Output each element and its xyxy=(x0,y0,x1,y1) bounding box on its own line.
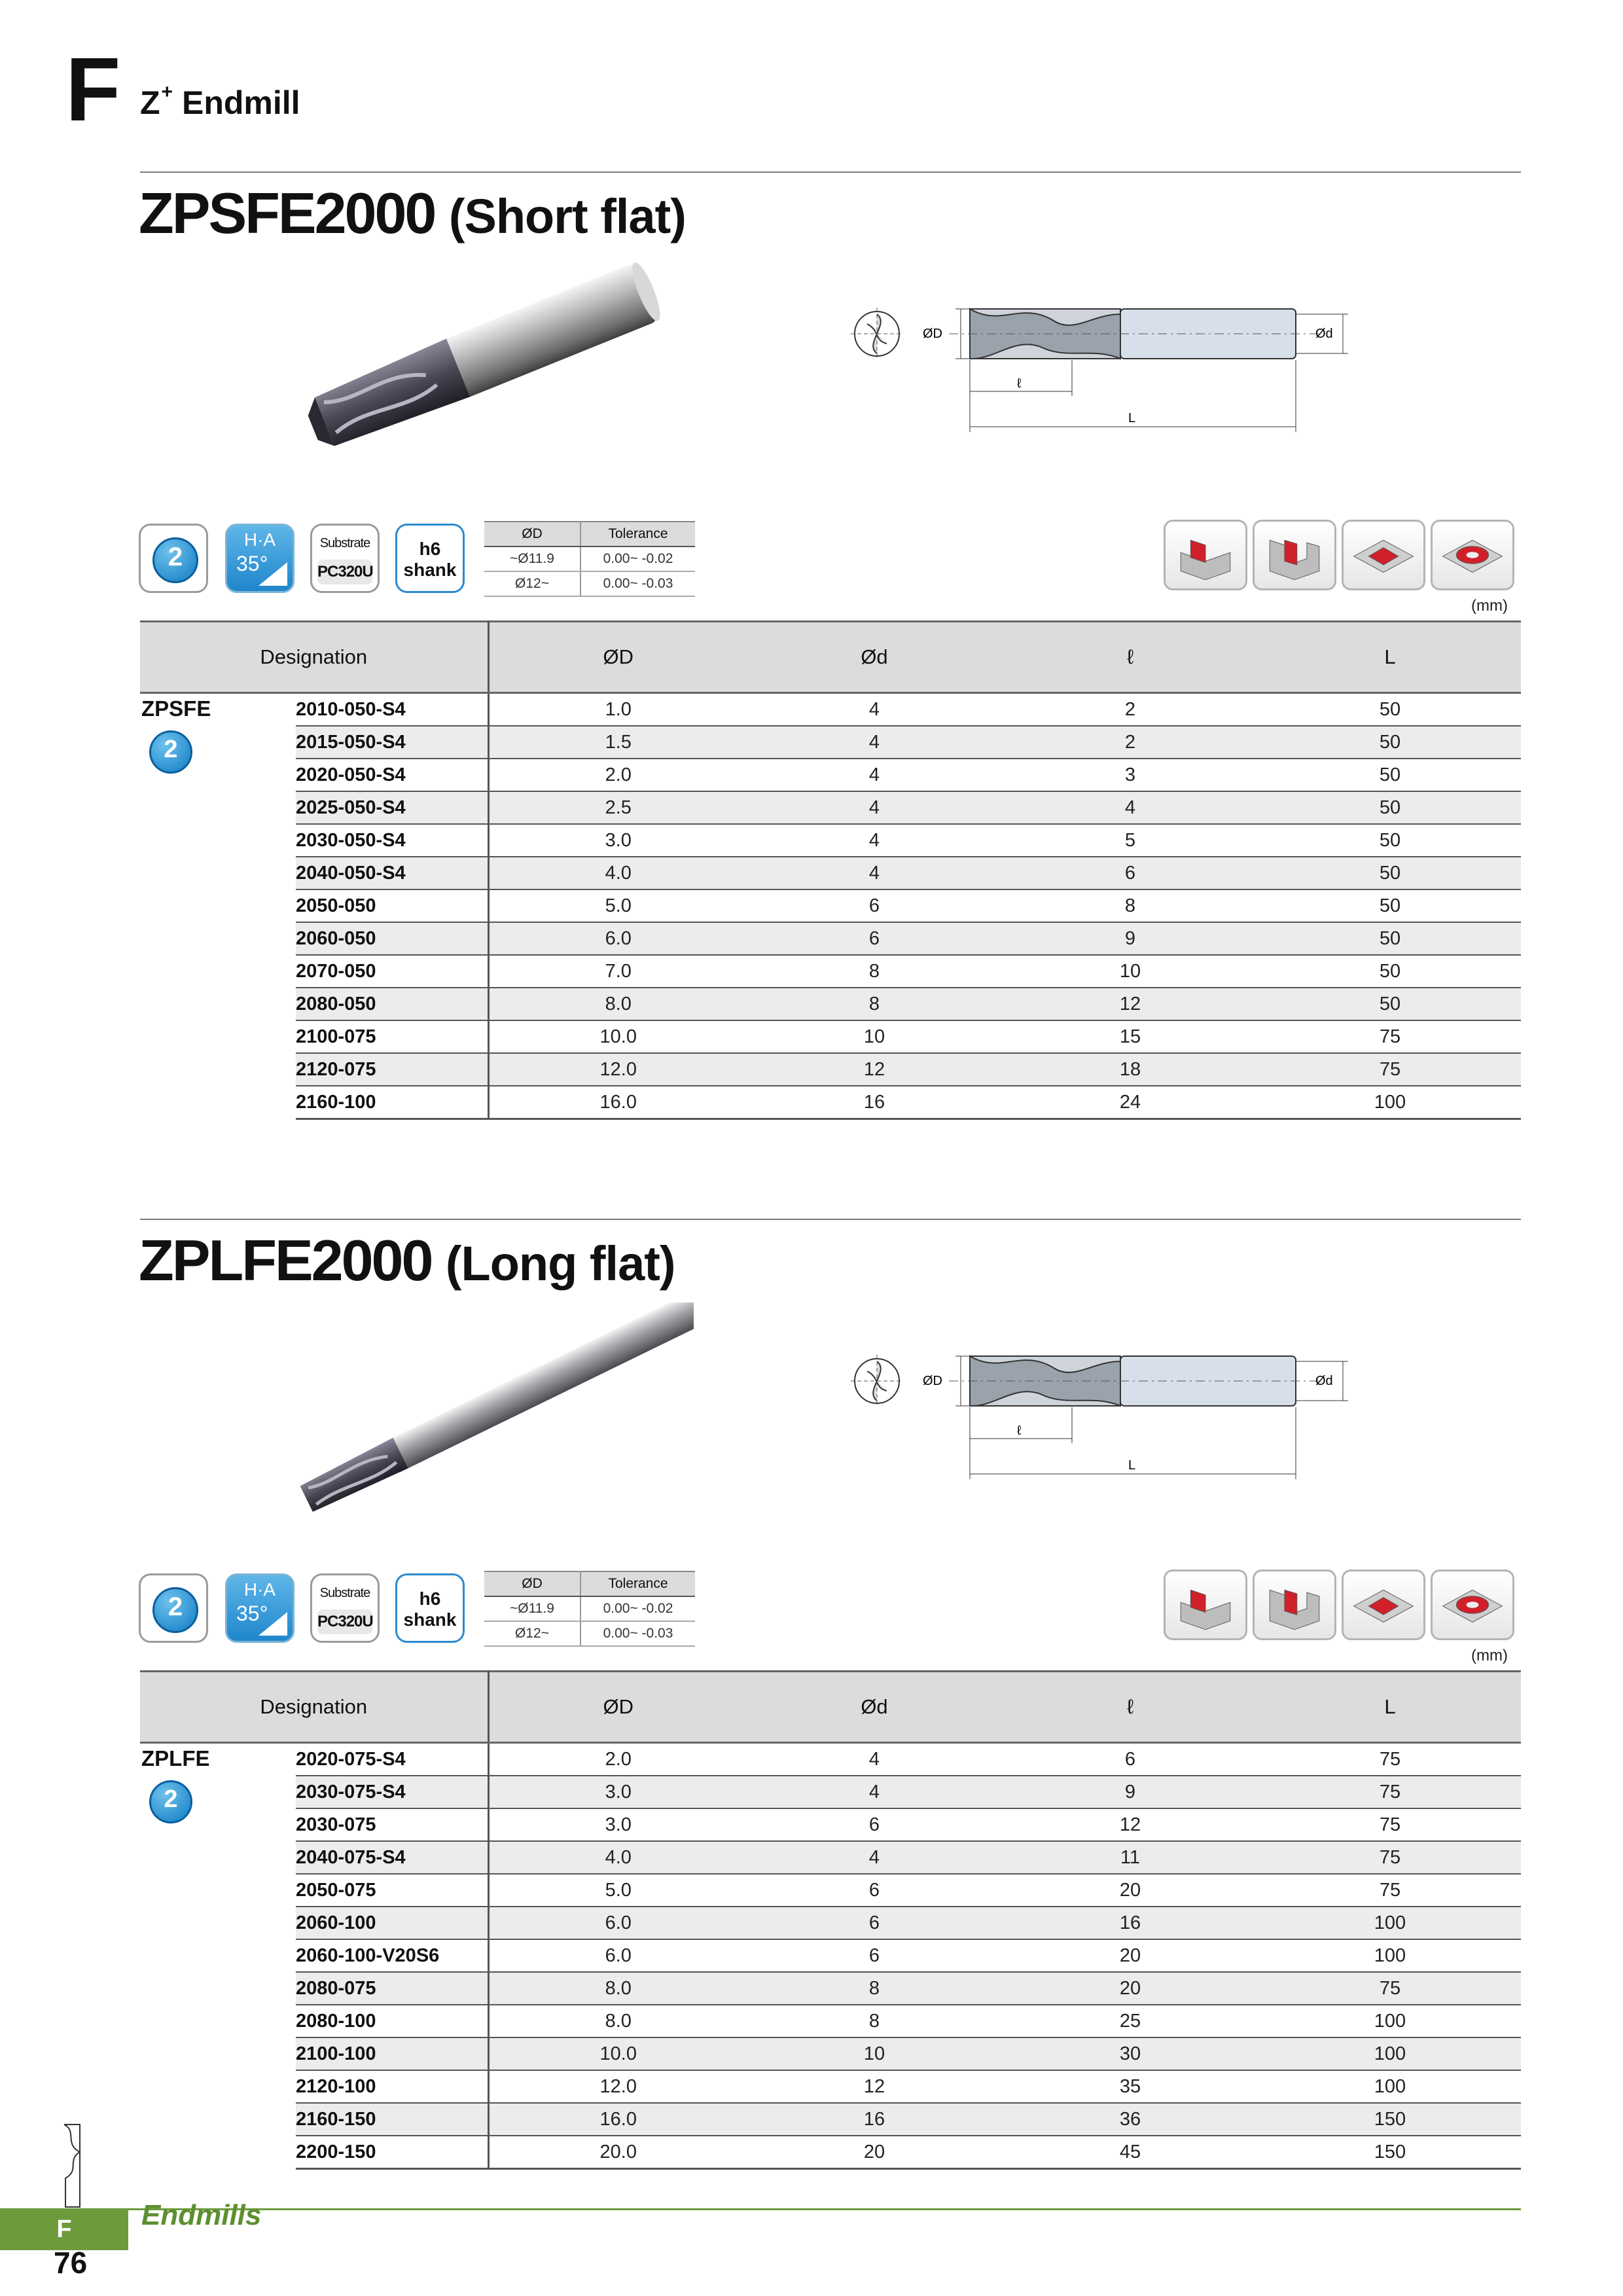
flute-length: 20 xyxy=(1001,1939,1259,1972)
shank-diameter-d: 8 xyxy=(747,988,1001,1020)
diameter-D: 3.0 xyxy=(488,1776,747,1808)
table-row xyxy=(140,2037,1521,2070)
overall-length: 150 xyxy=(1259,2103,1521,2136)
footer-category-label: Endmills xyxy=(141,2199,262,2231)
overall-length: 150 xyxy=(1259,2136,1521,2169)
helix-wedge-icon xyxy=(259,1612,287,1636)
table-row xyxy=(140,988,1521,1020)
helix-wedge-icon xyxy=(259,562,287,586)
diameter-D: 20.0 xyxy=(488,2136,747,2169)
shoulder-milling-icon xyxy=(1164,520,1247,590)
shank-diameter-d: 4 xyxy=(747,824,1001,857)
shank-diameter-d: 16 xyxy=(747,2103,1001,2136)
diameter-D: 4.0 xyxy=(488,1841,747,1874)
plunge-milling-icon xyxy=(1431,520,1514,590)
flute-length: 16 xyxy=(1001,1907,1259,1939)
diameter-D: 16.0 xyxy=(488,1086,747,1119)
flute-length: 6 xyxy=(1001,1743,1259,1776)
col-D: ØD xyxy=(488,622,747,693)
flute-length: 35 xyxy=(1001,2070,1259,2103)
diameter-D: 1.0 xyxy=(488,693,747,726)
shank-tolerance-badge: h6 shank xyxy=(395,524,465,593)
designation-code: 2040-075-S4 xyxy=(296,1841,488,1874)
overall-length: 100 xyxy=(1259,1086,1521,1119)
col-d: Ød xyxy=(747,1672,1001,1743)
overall-length: 50 xyxy=(1259,759,1521,791)
product-photo-short xyxy=(236,249,694,484)
technical-drawing-long xyxy=(851,1309,1387,1505)
table-row xyxy=(140,889,1521,922)
drawing-label-L: L xyxy=(1128,411,1136,425)
designation-code: 2160-100 xyxy=(296,1086,488,1119)
diameter-D: 5.0 xyxy=(488,1874,747,1907)
shank-diameter-d: 6 xyxy=(747,889,1001,922)
shank-tolerance-badge: h6 shank xyxy=(395,1573,465,1643)
flute-length: 4 xyxy=(1001,791,1259,824)
overall-length: 100 xyxy=(1259,1907,1521,1939)
diameter-D: 10.0 xyxy=(488,2037,747,2070)
overall-length: 100 xyxy=(1259,2070,1521,2103)
overall-length: 75 xyxy=(1259,1776,1521,1808)
shank-diameter-d: 4 xyxy=(747,791,1001,824)
shank-diameter-d: 16 xyxy=(747,1086,1001,1119)
diameter-D: 4.0 xyxy=(488,857,747,889)
overall-length: 50 xyxy=(1259,791,1521,824)
col-L: L xyxy=(1259,1672,1521,1743)
drawing-label-L: L xyxy=(1128,1458,1136,1473)
designation-code: 2160-150 xyxy=(296,2103,488,2136)
diameter-D: 6.0 xyxy=(488,1907,747,1939)
pocket-milling-icon xyxy=(1342,520,1425,590)
designation-code: 2120-100 xyxy=(296,2070,488,2103)
designation-code: 2030-075-S4 xyxy=(296,1776,488,1808)
table-row xyxy=(140,857,1521,889)
endmill-tab-icon xyxy=(58,2118,88,2210)
table-row xyxy=(140,922,1521,955)
flute-length: 45 xyxy=(1001,2136,1259,2169)
designation-code: 2025-050-S4 xyxy=(296,791,488,824)
designation-code: 2080-050 xyxy=(296,988,488,1020)
table-row xyxy=(140,726,1521,759)
designation-code: 2030-075 xyxy=(296,1808,488,1841)
drawing-label-d: Ød xyxy=(1315,327,1333,341)
diameter-D: 6.0 xyxy=(488,922,747,955)
designation-code: 2060-100 xyxy=(296,1907,488,1939)
series-cell xyxy=(140,1743,296,2169)
flute-length: 25 xyxy=(1001,2005,1259,2037)
designation-code: 2100-100 xyxy=(296,2037,488,2070)
overall-length: 75 xyxy=(1259,1874,1521,1907)
shank-diameter-d: 4 xyxy=(747,759,1001,791)
overall-length: 100 xyxy=(1259,2037,1521,2070)
table-row xyxy=(140,1874,1521,1907)
overall-length: 75 xyxy=(1259,1743,1521,1776)
shank-diameter-d: 10 xyxy=(747,2037,1001,2070)
page-number: 76 xyxy=(54,2246,88,2280)
footer-section-tab: F xyxy=(0,2208,128,2250)
flute-length: 20 xyxy=(1001,1972,1259,2005)
overall-length: 75 xyxy=(1259,1808,1521,1841)
drawing-label-l: ℓ xyxy=(1017,376,1022,391)
col-designation: Designation xyxy=(140,622,488,693)
table-row xyxy=(140,1841,1521,1874)
overall-length: 75 xyxy=(1259,1841,1521,1874)
overall-length: 50 xyxy=(1259,922,1521,955)
table-row xyxy=(140,955,1521,988)
shank-diameter-d: 6 xyxy=(747,1907,1001,1939)
unit-label: (mm) xyxy=(1471,1647,1508,1664)
flute-length: 18 xyxy=(1001,1053,1259,1086)
designation-code: 2080-075 xyxy=(296,1972,488,2005)
flute-length: 6 xyxy=(1001,857,1259,889)
diameter-D: 16.0 xyxy=(488,2103,747,2136)
flute-length: 12 xyxy=(1001,988,1259,1020)
diameter-D: 10.0 xyxy=(488,1020,747,1053)
shank-diameter-d: 6 xyxy=(747,1808,1001,1841)
tolerance-table: ØD Tolerance ~Ø11.9 0.00~ -0.02 Ø12~ 0.00~ -0.03 xyxy=(484,521,695,597)
diameter-D: 8.0 xyxy=(488,2005,747,2037)
flute-length: 2 xyxy=(1001,693,1259,726)
technical-drawing-short xyxy=(851,262,1387,458)
designation-table-short xyxy=(140,620,1521,1120)
diameter-D: 2.0 xyxy=(488,1743,747,1776)
flute-length: 36 xyxy=(1001,2103,1259,2136)
table-row xyxy=(140,1907,1521,1939)
flute-length: 30 xyxy=(1001,2037,1259,2070)
shank-diameter-d: 4 xyxy=(747,1743,1001,1776)
designation-code: 2020-050-S4 xyxy=(296,759,488,791)
substrate-badge: Substrate PC320U xyxy=(310,524,380,593)
overall-length: 50 xyxy=(1259,726,1521,759)
overall-length: 50 xyxy=(1259,988,1521,1020)
section-title: ZPSFE2000 (Short flat) xyxy=(139,181,686,245)
overall-length: 50 xyxy=(1259,857,1521,889)
col-l: ℓ xyxy=(1001,1672,1259,1743)
table-row xyxy=(140,2136,1521,2169)
flute-length: 5 xyxy=(1001,824,1259,857)
drawing-label-D: ØD xyxy=(923,1374,942,1388)
shank-diameter-d: 4 xyxy=(747,857,1001,889)
flute-length: 24 xyxy=(1001,1086,1259,1119)
designation-code: 2040-050-S4 xyxy=(296,857,488,889)
flute-length: 9 xyxy=(1001,922,1259,955)
table-row xyxy=(140,1053,1521,1086)
flute-count-badge: 2 xyxy=(149,1780,202,1833)
table-row xyxy=(140,1086,1521,1119)
diameter-D: 2.5 xyxy=(488,791,747,824)
designation-code: 2030-050-S4 xyxy=(296,824,488,857)
table-row xyxy=(140,2070,1521,2103)
series-label: ZPLFE xyxy=(141,1746,210,1770)
col-l: ℓ xyxy=(1001,622,1259,693)
shank-diameter-d: 20 xyxy=(747,2136,1001,2169)
designation-code: 2060-100-V20S6 xyxy=(296,1939,488,1972)
pocket-milling-icon xyxy=(1342,1570,1425,1640)
section-rule xyxy=(140,1219,1521,1220)
diameter-D: 8.0 xyxy=(488,988,747,1020)
overall-length: 50 xyxy=(1259,824,1521,857)
overall-length: 50 xyxy=(1259,693,1521,726)
flute-count-badge: 2 xyxy=(149,730,202,783)
helix-angle-badge: H·A 35° xyxy=(225,524,294,593)
plunge-milling-icon xyxy=(1431,1570,1514,1640)
table-row xyxy=(140,693,1521,726)
diameter-D: 3.0 xyxy=(488,1808,747,1841)
drawing-label-l: ℓ xyxy=(1017,1424,1022,1438)
table-row xyxy=(140,824,1521,857)
flute-count-badge: 2 xyxy=(139,1573,208,1643)
diameter-D: 12.0 xyxy=(488,2070,747,2103)
table-row xyxy=(140,1020,1521,1053)
flute-length: 20 xyxy=(1001,1874,1259,1907)
designation-code: 2060-050 xyxy=(296,922,488,955)
product-photo-long xyxy=(236,1302,694,1538)
overall-length: 100 xyxy=(1259,1939,1521,1972)
shank-diameter-d: 12 xyxy=(747,1053,1001,1086)
diameter-D: 8.0 xyxy=(488,1972,747,2005)
diameter-D: 5.0 xyxy=(488,889,747,922)
substrate-badge: Substrate PC320U xyxy=(310,1573,380,1643)
flute-length: 8 xyxy=(1001,889,1259,922)
helix-angle-badge: H·A 35° xyxy=(225,1573,294,1643)
table-row xyxy=(140,1776,1521,1808)
table-row xyxy=(140,1743,1521,1776)
overall-length: 50 xyxy=(1259,889,1521,922)
designation-code: 2050-075 xyxy=(296,1874,488,1907)
flute-count-badge: 2 xyxy=(139,524,208,593)
shank-diameter-d: 4 xyxy=(747,726,1001,759)
slot-milling-icon xyxy=(1253,1570,1336,1640)
shank-diameter-d: 4 xyxy=(747,693,1001,726)
shank-diameter-d: 8 xyxy=(747,955,1001,988)
col-d: Ød xyxy=(747,622,1001,693)
designation-code: 2070-050 xyxy=(296,955,488,988)
shank-diameter-d: 12 xyxy=(747,2070,1001,2103)
shank-diameter-d: 10 xyxy=(747,1020,1001,1053)
designation-code: 2015-050-S4 xyxy=(296,726,488,759)
category-title: Z+ Endmill xyxy=(140,81,300,121)
col-L: L xyxy=(1259,622,1521,693)
diameter-D: 7.0 xyxy=(488,955,747,988)
shank-diameter-d: 6 xyxy=(747,1939,1001,1972)
designation-code: 2020-075-S4 xyxy=(296,1743,488,1776)
designation-table-long xyxy=(140,1670,1521,2170)
overall-length: 75 xyxy=(1259,1020,1521,1053)
table-row xyxy=(140,791,1521,824)
table-row xyxy=(140,2103,1521,2136)
designation-code: 2120-075 xyxy=(296,1053,488,1086)
drawing-label-D: ØD xyxy=(923,327,942,341)
diameter-D: 1.5 xyxy=(488,726,747,759)
col-designation: Designation xyxy=(140,1672,488,1743)
shank-diameter-d: 8 xyxy=(747,2005,1001,2037)
table-row xyxy=(140,2005,1521,2037)
table-row xyxy=(140,1939,1521,1972)
shank-diameter-d: 6 xyxy=(747,922,1001,955)
overall-length: 75 xyxy=(1259,1972,1521,2005)
flute-length: 12 xyxy=(1001,1808,1259,1841)
series-label: ZPSFE xyxy=(141,696,211,721)
flute-length: 10 xyxy=(1001,955,1259,988)
flute-length: 15 xyxy=(1001,1020,1259,1053)
section-title: ZPLFE2000 (Long flat) xyxy=(139,1228,675,1293)
designation-code: 2010-050-S4 xyxy=(296,693,488,726)
tolerance-table: ØD Tolerance ~Ø11.9 0.00~ -0.02 Ø12~ 0.00~ -0.03 xyxy=(484,1571,695,1647)
shank-diameter-d: 4 xyxy=(747,1776,1001,1808)
table-row xyxy=(140,759,1521,791)
diameter-D: 3.0 xyxy=(488,824,747,857)
diameter-D: 12.0 xyxy=(488,1053,747,1086)
designation-code: 2100-075 xyxy=(296,1020,488,1053)
flute-length: 11 xyxy=(1001,1841,1259,1874)
overall-length: 75 xyxy=(1259,1053,1521,1086)
section-letter: F xyxy=(65,39,121,140)
shank-diameter-d: 6 xyxy=(747,1874,1001,1907)
designation-code: 2050-050 xyxy=(296,889,488,922)
diameter-D: 2.0 xyxy=(488,759,747,791)
flute-length: 9 xyxy=(1001,1776,1259,1808)
shank-diameter-d: 8 xyxy=(747,1972,1001,2005)
flute-length: 2 xyxy=(1001,726,1259,759)
series-cell xyxy=(140,693,296,1119)
header-rule xyxy=(140,171,1521,173)
overall-length: 100 xyxy=(1259,2005,1521,2037)
table-row xyxy=(140,1808,1521,1841)
diameter-D: 6.0 xyxy=(488,1939,747,1972)
overall-length: 50 xyxy=(1259,955,1521,988)
shank-diameter-d: 4 xyxy=(747,1841,1001,1874)
slot-milling-icon xyxy=(1253,520,1336,590)
flute-length: 3 xyxy=(1001,759,1259,791)
shoulder-milling-icon xyxy=(1164,1570,1247,1640)
unit-label: (mm) xyxy=(1471,597,1508,615)
designation-code: 2200-150 xyxy=(296,2136,488,2169)
designation-code: 2080-100 xyxy=(296,2005,488,2037)
table-row xyxy=(140,1972,1521,2005)
col-D: ØD xyxy=(488,1672,747,1743)
drawing-label-d: Ød xyxy=(1315,1374,1333,1388)
